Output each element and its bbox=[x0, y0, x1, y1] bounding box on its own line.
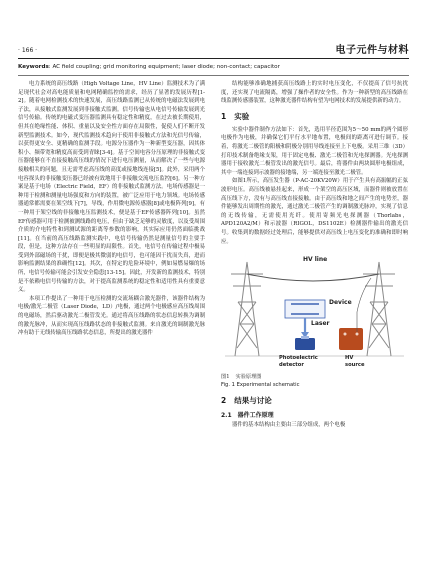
keywords-text: : AC field coupling; grid monitoring equipment; laser diode; non-contact; capacitor bbox=[48, 64, 280, 70]
keywords-label: Keywords bbox=[18, 64, 49, 70]
running-header bbox=[18, 40, 409, 56]
figure-1-caption-cn bbox=[221, 374, 408, 382]
photodetector-body bbox=[295, 338, 315, 350]
hv-source-terminal-2 bbox=[356, 333, 359, 336]
section-1-number: 1 bbox=[221, 111, 227, 121]
left-column bbox=[18, 80, 205, 338]
journal-title: 电子元件与材料 bbox=[335, 45, 409, 56]
experiment-paragraph-1: 实验中器件制作方法如下：首先，选用半径范围为5～50 mm的两个圆形电极作为电极，并确保它们平行水平地布置，电极间的距离可进行调节。接着，将激光二极管的阳极和阴极分别用导线连接至上下电极。采用三维（3D）打印技术制备绝缘支架，用于固定电极、激光二极管和光电探测器。光电探测器用于接收激光二极管发出的激光信号。最后，将器件由两块圆形电极组成，其中一端连接到示波器的接地端，另一端连接至激光二极管。 bbox=[221, 126, 408, 176]
photodetector-window bbox=[301, 336, 309, 339]
working-principle-paragraph: 器件的基本结构由主要由三部分组成，两个电极 bbox=[232, 421, 346, 428]
keywords-rule bbox=[18, 75, 409, 76]
label-device: Device bbox=[329, 299, 352, 307]
page-number: · 166 · bbox=[18, 47, 38, 54]
section-2-heading bbox=[221, 395, 408, 406]
right-column bbox=[221, 80, 408, 429]
figure-1-title-en: Experimental schematic bbox=[236, 381, 300, 388]
section-2-1-title: 器件工作原理 bbox=[237, 411, 274, 419]
device-box bbox=[285, 300, 325, 318]
hv-source-box bbox=[339, 328, 363, 350]
section-2-number: 2 bbox=[221, 395, 227, 405]
hv-source-terminal-1 bbox=[344, 333, 347, 336]
label-hv-line: HV line bbox=[303, 256, 328, 264]
header-rule bbox=[18, 58, 409, 59]
experiment-paragraph-2: 如图1所示，高压发生器（P-AC-20KV20W）用于产生具有高振幅的正弦波形电压。高压线被悬挂起来，形成一个架空的高压区域，而器件则被放置在高压线下方，没有与高压线直接接触。由于高压线和地之间产生的电势差，器件能够发出周期性的激光，通过激光二极管产生的调制激光脉冲，实现了信息的无线传输，无需使用光纤。使用寄频光电探测器（Thorlabs，APD120A2/M）和示波器（RIGOL，DS1102E）检测器件输出的激光信号。收集到的数据经过处理后，能够提供对高压线上电压变化的准确和即时响应。 bbox=[221, 178, 408, 245]
figure-1-number-en: Fig. 1 bbox=[221, 381, 235, 388]
keywords-line bbox=[18, 63, 409, 72]
figure-1 bbox=[221, 252, 408, 372]
intro-paragraph-2: 本项工作提出了一种用于电压检测的交流场耦合激光器件，该器件结构为电极/激光二极管（Laser Diode，LD）/电极，通过两个电极感应高压线周围的电磁场，然后驱动激光二极管发光。通过将高压线路的状态信息转换为调制的激光脉冲，从而实现高压线路状态的非接触式监测。来自激光的调制激光脉冲有助于无线传输高压线路状态信息，所提出的激光器件 bbox=[18, 295, 205, 337]
hv-line-wire bbox=[247, 274, 379, 281]
section-1-title: 实验 bbox=[234, 111, 250, 121]
section-1-heading bbox=[221, 111, 408, 122]
section-2-title: 结果与讨论 bbox=[234, 395, 272, 405]
label-photodetector: Photoelectric detector bbox=[279, 355, 318, 368]
label-hv-source: HV source bbox=[345, 355, 365, 368]
section-2-1-heading bbox=[221, 410, 408, 419]
label-laser: Laser bbox=[311, 320, 330, 328]
intro-paragraph-continued: 结构能够准确地捕获高压线路上的实时电压变化，不仅提高了信号抗扰度，还实现了电流隔离，增强了操作者的安全性。作为一种新型的高压线路在线监测传感器装置，这种激光器件结构有望为电网技术的发展提供新的动力。 bbox=[221, 81, 408, 105]
intro-paragraph-1: 电力系统的高压线路（High Voltage Line，HV Line）监测技术为了满足现代社会对高电能质量和电网精确监控的需求，经历了显著的发展历程[1-2]。随着电网检测技术的快速发展，高压线路监测已从传统的电磁法发展到电子法，从接触式监测发展到非接触式监测。信号传输也从电信号传输发展到光信号传输。传统的电磁式变压器监测具有稳定性和精度，在过去被长期使用，但其在绝缘性能、体积、重量以及安全性方面存在局限性，促使人们不断开发新型监测技术。如今，现代监测技术趋向于使用非接触式方法和光信号传输，以获得更安全、更精确的监测手段。电源分压器作为一种新型变压器，因其体积小、频带宽和精度高而受到青睐[3-4]。基于空间电容分压原理的非接触式变压器能够在不直接接触高压线的情况下进行电压测量，从而解决了一些与电源接触相关的问题，且无需考虑高压线的高度或接地线连接[5]。此外，采用两个电容探头的非接触变压器已经被有效地用于非接触交流电压监控[6]。另一种方案是基于电场（Electric Field，EF）的非接触式监测方法。电场传感器是一种用于检测和测量电场强度和方向的装置，被广泛应用于电力领域。电场传感器通常都需要在架空线下[7]，导线，作用微电源传感器[8]或电极阵列[9]，有一种用于架空线的非接触电压监测技术，便是基于EF传感器阵列[10]。虽然EF传感器可用于检测被测线路的电压，但由于缺乏足够的灵敏度，以及受周围介质的介电特性和到测试源的距离等参数的影响，其实际应用仍然面临挑战[11]。在当前的高压线路监测实践中，电信号传输仍然是测量信号的主要手段，但是，这种方法存在一些明显的局限性。首先，电信号在传输过程中极易受到外部磁场的干扰，即便是极其微弱的电信号，也可能因干扰而失真，进而影响监测结果的准确性[12]。其次，在特定的危险环境中，例如易燃易爆的场所，电信号传输可能会引发安全隐患[13-15]。因此，开发新的监测技术，特别是不依赖电信号传输的方法，对于提高监测系统的稳定性和适用性具有重要意义。 bbox=[18, 81, 205, 294]
figure-1-title-cn: 实验原理图 bbox=[235, 374, 262, 381]
figure-1-number: 图1 bbox=[221, 374, 230, 381]
section-2-1-number: 2.1 bbox=[221, 411, 232, 419]
experimental-schematic-drawing bbox=[221, 252, 408, 372]
figure-1-caption-en bbox=[221, 382, 408, 390]
